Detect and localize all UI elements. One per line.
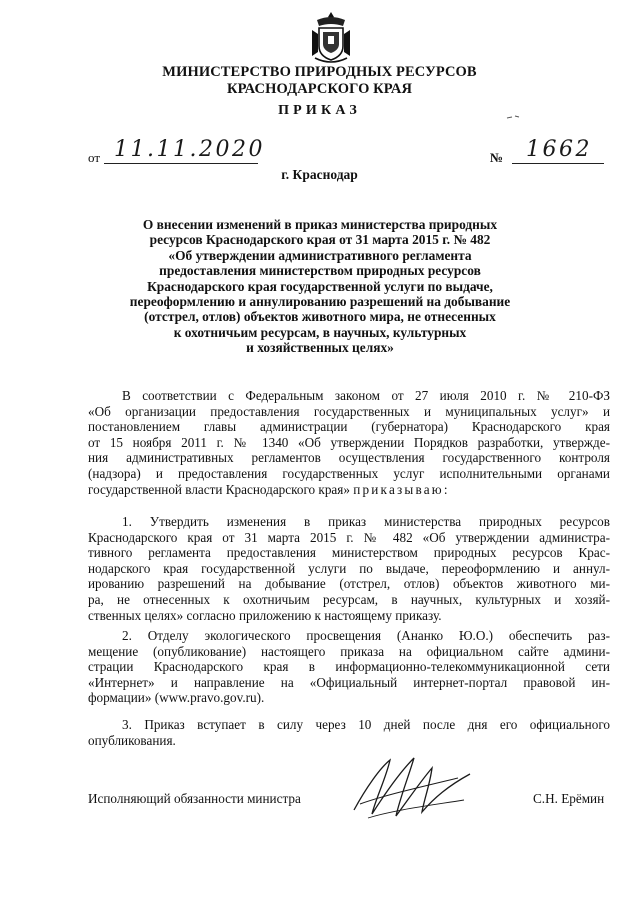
text-line: формации» (www.pravo.gov.ru). (88, 690, 265, 706)
text-line: ния административных регламентов осуществления государственного контроля (88, 450, 610, 466)
coat-of-arms-emblem (309, 10, 353, 64)
title-line: Краснодарского края государственной услуги по выдаче, (147, 278, 493, 294)
text-line: «Интернет» и направление на «Официальный интернет-портал правовой ин- (88, 674, 610, 690)
stray-mark (506, 114, 522, 120)
number-prefix: № (490, 150, 504, 165)
text-line: Краснодарского края от 31 марта 2015 г. № 482 «Об утверждении администра- (88, 529, 610, 545)
text-line: от 15 ноября 2011 г. № 1340 «Об утверждении Порядков разработки, утвержде- (88, 434, 610, 450)
date-underline (104, 163, 258, 164)
text-line: 3. Приказ вступает в силу через 10 дней после дня его официального (122, 717, 610, 732)
city: г. Краснодар (281, 167, 358, 182)
preamble-paragraph (88, 388, 610, 497)
text-line: мещение (опубликование) настоящего приказа на официальном сайте админи- (88, 643, 610, 659)
number-underline (512, 163, 604, 164)
text-line: В соответствии с Федеральным законом от 27 июля 2010 г. № 210-ФЗ (122, 388, 610, 403)
title-line: к охотничьим ресурсам, в научных, культурных (173, 324, 467, 340)
handwritten-number: 1662 (526, 137, 592, 162)
text-line: постановлением главы администрации (губернатора) Краснодарского края (88, 419, 610, 435)
title-line: и хозяйственных целях» (246, 340, 394, 356)
text-line: опубликования. (88, 732, 176, 748)
item-1-paragraph (88, 514, 610, 623)
text-line: 2. Отделу экологического просвещения (Ананко Ю.О.) обеспечить раз- (122, 628, 610, 643)
item-2-paragraph (88, 628, 610, 706)
text-line: страции Краснодарского края в информационно-телекоммуникационной сети (88, 659, 610, 675)
title-line: «Об утверждении административного регламента (168, 247, 472, 263)
document-type-heading: ПРИКАЗ (278, 103, 361, 118)
signatory-position: Исполняющий обязанности министра (88, 791, 301, 806)
title-line: О внесении изменений в приказ министерства природных (142, 217, 498, 232)
title-line: переоформлению и аннулированию разрешений на добывание (129, 294, 511, 310)
text-line: нодарского края государственной услуги по выдаче, переоформлению и аннул- (88, 560, 610, 576)
title-line: предоставления министерством природных ресурсов (159, 263, 481, 279)
text-fragment: государственной власти Краснодарского края» (88, 481, 350, 497)
title-line: (отстрел, отлов) объектов животного мира, не отнесенных (144, 309, 496, 325)
ministry-name-line-2: КРАСНОДАРСКОГО КРАЯ (226, 81, 413, 97)
text-line: тивного регламента предоставления министерством природных ресурсов Крас- (88, 545, 610, 561)
text-line: 1. Утвердить изменения в приказ министерства природных ресурсов (122, 514, 610, 529)
text-line: ственных целях» согласно приложению к настоящему приказу. (88, 607, 442, 623)
directive-word: приказываю: (353, 481, 450, 497)
signatory-name: С.Н. Ерёмин (533, 791, 605, 806)
item-3-paragraph (88, 717, 610, 748)
text-line-with-directive (88, 482, 610, 498)
text-line: ированию разрешений на добывание (отстрел, отлов) объектов животного ми- (88, 576, 610, 592)
handwritten-date: 11.11.2020 (114, 137, 265, 162)
text-line: «Об организации предоставления государственных и муниципальных услуг» и (88, 403, 610, 419)
ministry-name-line-1: МИНИСТЕРСТВО ПРИРОДНЫХ РЕСУРСОВ (162, 64, 477, 80)
date-prefix: от (88, 150, 101, 165)
title-line: ресурсов Краснодарского края от 31 марта 2015 г. № 482 (149, 232, 491, 248)
handwritten-signature (346, 748, 476, 828)
text-line: ра, не отнесенных к охотничьим ресурсам, в научных, культурных и хозяй- (88, 591, 610, 607)
text-line: (надзора) и предоставления государственных услуг исполнительными органами (88, 465, 610, 481)
order-title (110, 217, 530, 356)
